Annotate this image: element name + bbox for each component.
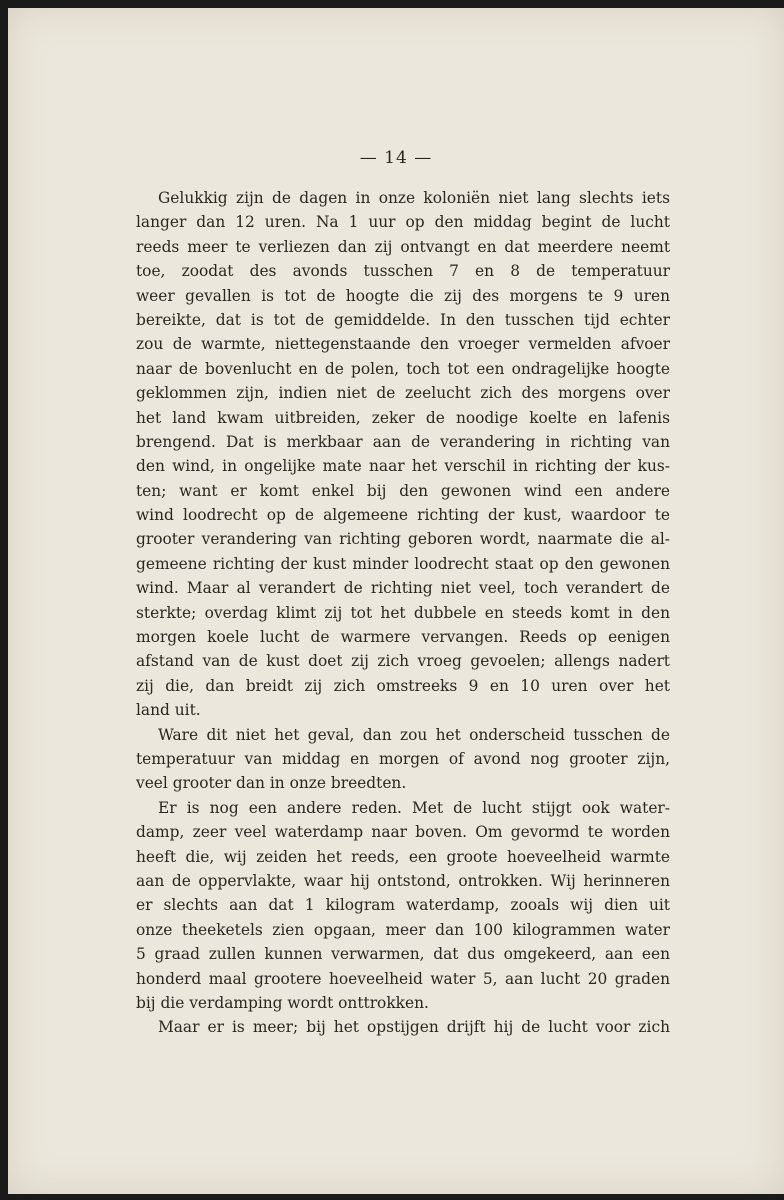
text-line: land uit. [136, 701, 201, 720]
text-line: het land kwam uitbreiden, zeker de noodige koelte en lafenis [136, 408, 670, 427]
text-line: Gelukkig zijn de dagen in onze koloniën niet lang slechts iets [158, 189, 670, 207]
text-line: heeft die, wij zeiden het reeds, een groote hoeveelheid warmte [136, 847, 670, 866]
text-line: 5 graad zullen kunnen verwarmen, dat dus omgekeerd, aan een [136, 945, 670, 964]
text-line: bij die verdamping wordt onttrokken. [136, 993, 429, 1012]
text-line: onze theeketels zien opgaan, meer dan 100 kilogrammen water [136, 920, 670, 939]
text-line: afstand van de kust doet zij zich vroeg gevoelen; allengs nadert [136, 652, 670, 671]
text-line: honderd maal grootere hoeveelheid water 5, aan lucht 20 graden [136, 969, 670, 988]
text-line: brengend. Dat is merkbaar aan de verandering in richting van [136, 432, 670, 451]
text-line: sterkte; overdag klimt zij tot het dubbele en steeds komt in den [136, 603, 670, 622]
text-line: er slechts aan dat 1 kilogram waterdamp, zooals wij dien uit [136, 896, 670, 915]
text-line: Ware dit niet het geval, dan zou het onderscheid tusschen de [158, 725, 670, 744]
page-body-text [136, 186, 670, 1040]
page-number: — 14 — [359, 148, 433, 168]
text-line: aan de oppervlakte, waar hij ontstond, ontrokken. Wij herinneren [136, 871, 670, 890]
text-line: Maar er is meer; bij het opstijgen drijft hij de lucht voor zich [158, 1018, 670, 1037]
book-page [8, 8, 784, 1194]
text-line: zou de warmte, niettegenstaande den vroeger vermelden afvoer [136, 335, 670, 354]
text-line: ten; want er komt enkel bij den gewonen wind een andere [136, 481, 670, 500]
text-line: temperatuur van middag en morgen of avond nog grooter zijn, [136, 749, 670, 768]
text-line: veel grooter dan in onze breedten. [136, 774, 407, 793]
text-line: naar de bovenlucht en de polen, toch tot een ondragelijke hoogte [136, 359, 670, 378]
text-line: weer gevallen is tot de hoogte die zij des morgens te 9 uren [136, 286, 670, 305]
text-line: gemeene richting der kust minder loodrecht staat op den gewonen [136, 554, 670, 573]
text-line: bereikte, dat is tot de gemiddelde. In den tusschen tijd echter [136, 310, 670, 329]
text-line: wind loodrecht op de algemeene richting der kust, waardoor te [136, 506, 670, 525]
text-line: wind. Maar al verandert de richting niet veel, toch verandert de [136, 579, 670, 598]
text-line: morgen koele lucht de warmere vervangen. Reeds op eenigen [136, 628, 670, 647]
text-line: Er is nog een andere reden. Met de lucht stijgt ook water- [158, 798, 670, 817]
text-line: reeds meer te verliezen dan zij ontvangt en dat meerdere neemt [136, 237, 670, 256]
text-line: zij die, dan breidt zij zich omstreeks 9 en 10 uren over het [136, 676, 670, 695]
text-line: grooter verandering van richting geboren wordt, naarmate die al- [136, 530, 670, 549]
text-line: toe, zoodat des avonds tusschen 7 en 8 de temperatuur [136, 262, 670, 281]
text-line: langer dan 12 uren. Na 1 uur op den middag begint de lucht [136, 213, 670, 232]
text-line: geklommen zijn, indien niet de zeelucht zich des morgens over [136, 384, 670, 403]
text-line: den wind, in ongelijke mate naar het verschil in richting der kus- [136, 457, 670, 476]
text-line: damp, zeer veel waterdamp naar boven. Om gevormd te worden [136, 823, 670, 842]
